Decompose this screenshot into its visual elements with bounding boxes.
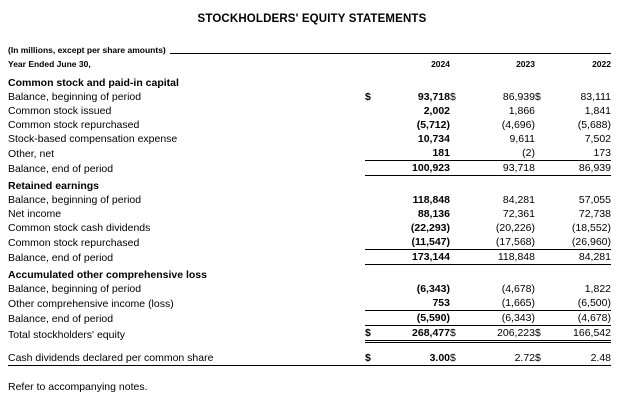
currency-symbol-col2 [450, 250, 464, 265]
currency-symbol-col2: $ [450, 351, 464, 366]
subtotal-label: Balance, end of period [8, 162, 114, 175]
units-note: (In millions, except per share amounts) [8, 45, 166, 55]
value-col3: (18,552) [571, 222, 611, 234]
value-col3 [549, 73, 611, 90]
year-header-col1: 2024 [431, 59, 450, 69]
value-col2: 1,866 [508, 105, 535, 117]
currency-symbol-col1 [365, 73, 379, 90]
section-heading-row [8, 265, 611, 283]
line-item-label: Common stock repurchased [8, 236, 140, 249]
value-col2 [464, 73, 535, 90]
value-col3: 72,738 [578, 208, 611, 220]
line-item-row [8, 104, 611, 118]
value-col3: 2.48 [549, 351, 611, 366]
value-col3: 1,822 [584, 283, 611, 295]
currency-symbol-col3 [535, 161, 549, 176]
total-equity-row [8, 326, 611, 342]
currency-symbol-col1: $ [365, 91, 371, 103]
spacer-cell [549, 342, 611, 352]
currency-symbol-col1 [365, 207, 379, 221]
currency-symbol-col3 [535, 104, 549, 118]
subtotal-label: Balance, end of period [8, 251, 114, 264]
currency-symbol-col2 [450, 265, 464, 283]
currency-symbol-col1: $ [365, 326, 379, 342]
value-col2: (1,665) [464, 296, 535, 311]
currency-symbol-col1 [365, 132, 379, 146]
line-item-row [8, 296, 611, 311]
line-item-label: Balance, beginning of period [8, 194, 142, 206]
dividends-per-share-row [8, 351, 611, 366]
value-col1: 10,734 [417, 133, 450, 145]
value-col1: 268,477 [379, 326, 450, 342]
currency-symbol-col1 [365, 176, 379, 194]
currency-symbol-col1 [365, 265, 379, 283]
value-col2: 86,939 [502, 91, 535, 103]
line-item-row [8, 221, 611, 235]
section-heading-row [8, 176, 611, 194]
currency-symbol-col2 [450, 221, 464, 235]
currency-symbol-col3 [535, 193, 549, 207]
currency-symbol-col2 [450, 193, 464, 207]
currency-symbol-col2: $ [450, 326, 464, 342]
currency-symbol-col3 [535, 296, 549, 311]
line-item-row [8, 90, 611, 104]
line-item-label: Net income [8, 208, 62, 220]
subtotal-row [8, 311, 611, 326]
value-col3: 7,502 [584, 133, 611, 145]
subtotal-row [8, 250, 611, 265]
value-col3 [549, 176, 611, 194]
currency-symbol-col3: $ [535, 351, 549, 366]
currency-symbol-col2 [450, 207, 464, 221]
currency-symbol-col3 [535, 282, 549, 296]
line-item-row [8, 132, 611, 146]
currency-symbol-col2 [450, 73, 464, 90]
line-item-row [8, 207, 611, 221]
currency-symbol-col1 [365, 235, 379, 250]
value-col1: 753 [379, 296, 450, 311]
currency-symbol-col3 [535, 221, 549, 235]
value-col1: (11,547) [379, 235, 450, 250]
value-col2: 118,848 [464, 250, 535, 265]
currency-symbol-col2 [450, 146, 464, 161]
line-item-label: Other comprehensive income (loss) [8, 297, 174, 310]
currency-symbol-col1 [365, 146, 379, 161]
line-item-row [8, 193, 611, 207]
value-col3: (6,500) [549, 296, 611, 311]
footer-note: Refer to accompanying notes. [8, 381, 148, 393]
currency-symbol-col3 [535, 235, 549, 250]
value-col1 [379, 265, 450, 283]
currency-symbol-col3 [535, 176, 549, 194]
line-item-row [8, 118, 611, 132]
line-item-row [8, 146, 611, 161]
value-col1: 3.00 [379, 351, 450, 366]
line-item-label: Common stock cash dividends [8, 222, 151, 234]
value-col1: (22,293) [410, 222, 450, 234]
line-item-label: Other, net [8, 147, 55, 160]
spacer-cell [379, 342, 450, 352]
value-col2: (6,343) [464, 311, 535, 326]
spacer-cell [450, 342, 464, 352]
value-col3: (26,960) [549, 235, 611, 250]
value-col1: 2,002 [423, 105, 450, 117]
line-item-label: Common stock repurchased [8, 119, 140, 131]
value-col2: 206,223 [464, 326, 535, 342]
value-col1 [379, 73, 450, 90]
value-col3: 86,939 [549, 161, 611, 176]
line-item-row [8, 235, 611, 250]
units-note-row [0, 45, 624, 56]
currency-symbol-col3: $ [535, 326, 549, 342]
currency-symbol-col2 [450, 176, 464, 194]
value-col3: 166,542 [549, 326, 611, 342]
value-col3: (4,678) [549, 311, 611, 326]
line-item-row [8, 282, 611, 296]
currency-symbol-col2: $ [450, 91, 456, 103]
value-col2: (4,678) [501, 283, 535, 295]
value-col2: (17,568) [464, 235, 535, 250]
value-col2 [464, 176, 535, 194]
section-heading: Common stock and paid-in capital [8, 77, 179, 89]
currency-symbol-col3 [535, 250, 549, 265]
year-header-col2: 2023 [516, 59, 535, 69]
value-col3: 84,281 [549, 250, 611, 265]
currency-symbol-col1 [365, 104, 379, 118]
units-note-rule [170, 53, 611, 54]
value-col1: 93,718 [417, 91, 450, 103]
value-col3 [549, 265, 611, 283]
currency-symbol-col3 [535, 207, 549, 221]
currency-symbol-col1 [365, 296, 379, 311]
line-item-label: Common stock issued [8, 105, 112, 117]
header-spacer-col1 [365, 56, 379, 73]
page-title: STOCKHOLDERS' EQUITY STATEMENTS [197, 13, 427, 25]
currency-symbol-col3: $ [535, 91, 541, 103]
currency-symbol-col3 [535, 311, 549, 326]
currency-symbol-col3 [535, 265, 549, 283]
currency-symbol-col3 [535, 118, 549, 132]
period-label: Year Ended June 30, [8, 59, 91, 69]
equity-statement-table [8, 56, 611, 366]
value-col2: 2.72 [464, 351, 535, 366]
currency-symbol-col1 [365, 282, 379, 296]
dividends-per-share-label: Cash dividends declared per common share [8, 351, 365, 366]
currency-symbol-col3 [535, 132, 549, 146]
value-col1: 100,923 [379, 161, 450, 176]
value-col3: 173 [549, 146, 611, 161]
currency-symbol-col1 [365, 221, 379, 235]
currency-symbol-col2 [450, 132, 464, 146]
section-heading: Retained earnings [8, 180, 100, 192]
line-item-label: Balance, beginning of period [8, 283, 142, 295]
spacer-cell [535, 342, 549, 352]
currency-symbol-col1 [365, 250, 379, 265]
currency-symbol-col3 [535, 73, 549, 90]
value-col2: (20,226) [495, 222, 535, 234]
value-col2 [464, 265, 535, 283]
value-col3: (5,688) [577, 119, 611, 131]
spacer-cell [8, 342, 365, 352]
currency-symbol-col2 [450, 296, 464, 311]
value-col3: 57,055 [578, 194, 611, 206]
currency-symbol-col1 [365, 311, 379, 326]
value-col3: 83,111 [580, 91, 611, 103]
value-col1: (5,590) [379, 311, 450, 326]
line-item-label: Stock-based compensation expense [8, 133, 178, 145]
value-col1: 181 [379, 146, 450, 161]
value-col2: (4,696) [501, 119, 535, 131]
value-col2: 93,718 [464, 161, 535, 176]
currency-symbol-col2 [450, 282, 464, 296]
currency-symbol-col1 [365, 118, 379, 132]
spacer-cell [365, 342, 379, 352]
currency-symbol-col1 [365, 193, 379, 207]
total-equity-label: Total stockholders' equity [8, 328, 125, 341]
subtotal-label: Balance, end of period [8, 312, 114, 325]
value-col1 [379, 176, 450, 194]
spacer-cell [464, 342, 535, 352]
currency-symbol-col2 [450, 104, 464, 118]
value-col3: 1,841 [584, 105, 611, 117]
value-col2: 72,361 [502, 208, 535, 220]
line-item-label: Balance, beginning of period [8, 91, 142, 103]
value-col2: 84,281 [502, 194, 535, 206]
section-heading-row [8, 73, 611, 90]
currency-symbol-col1 [365, 161, 379, 176]
value-col1: 118,848 [412, 194, 450, 206]
value-col1: (6,343) [416, 283, 450, 295]
currency-symbol-col2 [450, 235, 464, 250]
value-col1: 173,144 [379, 250, 450, 265]
subtotal-row [8, 161, 611, 176]
row-spacer-after-total [8, 342, 611, 352]
currency-symbol-col2 [450, 161, 464, 176]
value-col1: (5,712) [416, 119, 450, 131]
currency-symbol-col3 [535, 146, 549, 161]
year-header-col3: 2022 [592, 59, 611, 69]
value-col2: (2) [464, 146, 535, 161]
value-col1: 88,136 [417, 208, 450, 220]
header-spacer-col3 [535, 56, 549, 73]
section-heading: Accumulated other comprehensive loss [8, 269, 207, 281]
column-header-row [8, 56, 611, 73]
currency-symbol-col2 [450, 118, 464, 132]
currency-symbol-col2 [450, 311, 464, 326]
header-spacer-col2 [450, 56, 464, 73]
value-col2: 9,611 [509, 133, 535, 145]
currency-symbol-col1: $ [365, 351, 379, 366]
